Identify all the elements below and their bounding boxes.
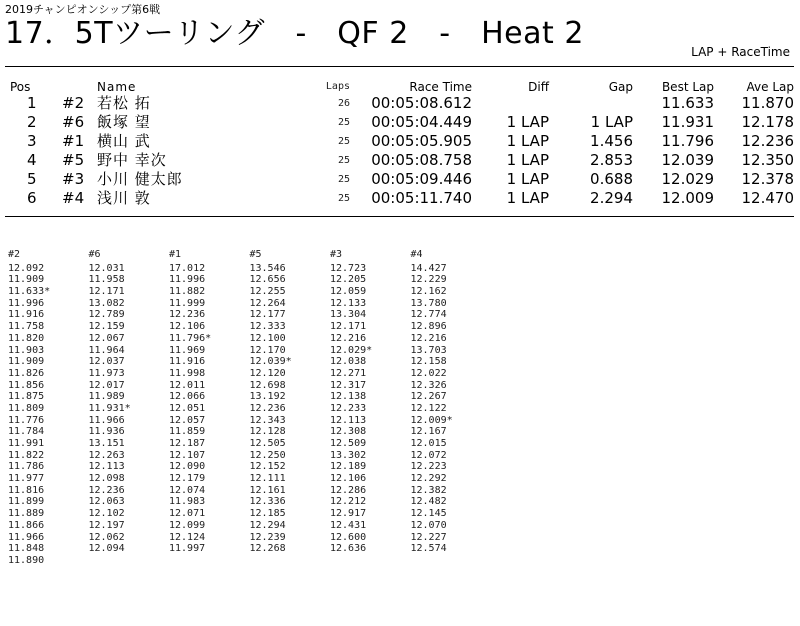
result-car-number: #1 <box>62 132 85 150</box>
lap-time: 12.698 <box>249 379 286 391</box>
result-diff: 1 LAP <box>506 151 549 169</box>
lap-time: 12.094 <box>88 543 125 555</box>
lap-time: 11.758 <box>8 321 45 333</box>
lap-time: 12.161 <box>249 484 286 496</box>
results-header-row <box>0 80 800 94</box>
lap-time: 12.317 <box>330 379 367 391</box>
report-subtitle: LAP + RaceTime <box>691 45 790 59</box>
lap-time: 11.996 <box>169 274 206 286</box>
lap-column-header: #3 <box>330 249 343 260</box>
lap-time: 11.899 <box>8 496 45 508</box>
result-car-number: #6 <box>62 113 85 131</box>
lap-time: 12.197 <box>88 519 125 531</box>
lap-time: 11.875 <box>8 391 45 403</box>
lap-time: 12.205 <box>330 274 367 286</box>
lap-column-header: #2 <box>8 249 21 260</box>
lap-time: 12.236 <box>249 402 286 414</box>
result-car-number: #2 <box>62 94 85 112</box>
lap-column-header: #6 <box>88 249 101 260</box>
lap-time: 12.111 <box>249 473 286 485</box>
col-gap-header: Gap <box>608 80 633 94</box>
lap-time: 12.057 <box>169 414 206 426</box>
lap-time: 12.099 <box>169 519 206 531</box>
result-race-time: 00:05:08.612 <box>371 94 472 112</box>
lap-time: 12.158 <box>410 356 447 368</box>
lap-time: 12.177 <box>249 309 286 321</box>
lap-column <box>169 249 249 555</box>
lap-time: 12.509 <box>330 438 367 449</box>
lap-time: 13.151 <box>88 438 125 449</box>
lap-time: 12.106 <box>330 473 367 485</box>
lap-time: 13.082 <box>88 297 125 309</box>
lap-time: 12.102 <box>88 508 125 520</box>
page-title: 17．5Tツーリング - QF 2 - Heat 2 <box>5 16 584 51</box>
result-ave-lap: 12.350 <box>741 151 794 169</box>
lap-time: 12.917 <box>330 508 367 520</box>
result-pos: 2 <box>27 113 37 131</box>
lap-time: 11.973 <box>88 367 125 379</box>
lap-time: 12.037 <box>88 356 125 368</box>
lap-time: 12.124 <box>169 531 206 543</box>
lap-time: 11.776 <box>8 414 45 426</box>
result-race-time: 00:05:04.449 <box>371 113 472 131</box>
lap-time: 12.074 <box>169 484 206 496</box>
result-best-lap: 12.009 <box>661 189 714 207</box>
lap-time: 12.011 <box>169 379 206 391</box>
lap-time: 12.107 <box>169 449 206 461</box>
lap-time: 12.106 <box>169 321 206 333</box>
table-row <box>0 94 800 113</box>
lap-time: 11.903 <box>8 344 45 356</box>
lap-time: 12.067 <box>88 332 125 344</box>
result-car-number: #4 <box>62 189 85 207</box>
result-ave-lap: 12.378 <box>741 170 794 188</box>
result-pos: 5 <box>27 170 37 188</box>
lap-time: 11.866 <box>8 519 45 531</box>
lap-time: 11.909 <box>8 356 45 368</box>
lap-time: 12.656 <box>249 274 286 286</box>
lap-time: 12.212 <box>330 496 367 508</box>
lap-time: 11.822 <box>8 449 45 461</box>
result-driver-name: 飯塚 望 <box>97 113 151 131</box>
lap-time: 12.066 <box>169 391 206 403</box>
result-best-lap: 12.039 <box>661 151 714 169</box>
result-pos: 1 <box>27 94 37 112</box>
result-gap: 1.456 <box>590 132 633 150</box>
result-laps: 25 <box>337 155 350 166</box>
lap-time: 11.977 <box>8 473 45 485</box>
lap-time: 12.233 <box>330 402 367 414</box>
result-ave-lap: 12.236 <box>741 132 794 150</box>
table-divider <box>5 216 794 217</box>
result-diff: 1 LAP <box>506 170 549 188</box>
col-diff-header: Diff <box>528 80 549 94</box>
lap-time: 13.703 <box>410 344 447 356</box>
lap-time: 12.128 <box>249 426 286 438</box>
lap-column <box>8 249 88 567</box>
col-ave-lap-header: Ave Lap <box>746 80 794 94</box>
lap-column <box>411 249 491 555</box>
lap-time: 11.784 <box>8 426 45 438</box>
lap-column-header: #1 <box>169 249 182 260</box>
result-race-time: 00:05:05.905 <box>371 132 472 150</box>
lap-time: 12.268 <box>249 543 286 555</box>
result-pos: 4 <box>27 151 37 169</box>
lap-time: 12.774 <box>410 309 447 321</box>
lap-time: 12.294 <box>249 519 286 531</box>
lap-time: 13.192 <box>249 391 286 403</box>
result-diff: 1 LAP <box>506 189 549 207</box>
lap-time: 12.286 <box>330 484 367 496</box>
series-name: 2019チャンピオンシップ第6戦 <box>5 3 161 16</box>
lap-time: 11.786 <box>8 461 45 473</box>
lap-time: 12.017 <box>88 379 125 391</box>
lap-time: 12.271 <box>330 367 367 379</box>
result-driver-name: 若松 拓 <box>97 94 151 112</box>
result-laps: 25 <box>337 174 350 185</box>
table-row <box>0 189 800 208</box>
lap-time: 11.916 <box>8 309 45 321</box>
result-pos: 3 <box>27 132 37 150</box>
lap-time: 12.239 <box>249 531 286 543</box>
lap-time: 12.171 <box>88 286 125 298</box>
lap-time: 12.723 <box>330 262 367 274</box>
result-driver-name: 小川 健太郎 <box>97 170 183 188</box>
lap-time: 11.966 <box>88 414 125 426</box>
lap-time: 12.071 <box>169 508 206 520</box>
lap-time: 12.216 <box>410 332 447 344</box>
lap-column <box>330 249 410 555</box>
result-gap: 1 LAP <box>590 113 633 131</box>
lap-time: 12.051 <box>169 402 206 414</box>
lap-time: 12.145 <box>410 508 447 520</box>
lap-time: 11.796* <box>169 332 212 344</box>
results-table <box>0 80 800 208</box>
result-best-lap: 11.796 <box>661 132 714 150</box>
lap-time: 12.092 <box>8 262 45 274</box>
lap-time: 12.482 <box>410 496 447 508</box>
lap-time: 11.916 <box>169 356 206 368</box>
table-row <box>0 170 800 189</box>
result-diff: 1 LAP <box>506 132 549 150</box>
lap-time: 12.031 <box>88 262 125 274</box>
lap-time: 12.187 <box>169 438 206 449</box>
lap-time: 12.098 <box>88 473 125 485</box>
lap-time: 12.113 <box>88 461 125 473</box>
lap-time: 12.382 <box>410 484 447 496</box>
lap-time: 12.185 <box>249 508 286 520</box>
lap-time: 12.189 <box>330 461 367 473</box>
result-gap: 0.688 <box>590 170 633 188</box>
lap-time: 12.122 <box>410 402 447 414</box>
lap-time: 11.989 <box>88 391 125 403</box>
lap-time: 12.171 <box>330 321 367 333</box>
lap-time: 12.167 <box>410 426 447 438</box>
lap-time: 12.039* <box>249 356 292 368</box>
lap-time: 12.292 <box>410 473 447 485</box>
lap-time: 11.991 <box>8 438 45 449</box>
lap-time: 12.216 <box>330 332 367 344</box>
lap-time: 12.636 <box>330 543 367 555</box>
table-row <box>0 132 800 151</box>
result-ave-lap: 11.870 <box>741 94 794 112</box>
lap-time: 12.063 <box>88 496 125 508</box>
col-best-lap-header: Best Lap <box>661 80 714 94</box>
result-best-lap: 11.633 <box>661 94 714 112</box>
lap-time: 12.326 <box>410 379 447 391</box>
header-divider <box>5 66 794 67</box>
lap-time: 12.138 <box>330 391 367 403</box>
lap-time: 13.780 <box>410 297 447 309</box>
result-diff: 1 LAP <box>506 113 549 131</box>
lap-time: 12.574 <box>410 543 447 555</box>
lap-time: 11.966 <box>8 531 45 543</box>
lap-time: 11.969 <box>169 344 206 356</box>
lap-time: 11.856 <box>8 379 45 391</box>
lap-time: 12.343 <box>249 414 286 426</box>
result-car-number: #3 <box>62 170 85 188</box>
result-race-time: 00:05:08.758 <box>371 151 472 169</box>
result-driver-name: 横山 武 <box>97 132 151 150</box>
result-car-number: #5 <box>62 151 85 169</box>
lap-column <box>89 249 169 555</box>
table-row <box>0 151 800 170</box>
lap-time: 11.890 <box>8 554 45 566</box>
table-row <box>0 113 800 132</box>
lap-time: 12.009* <box>410 414 453 426</box>
lap-time: 12.236 <box>88 484 125 496</box>
lap-time: 12.152 <box>249 461 286 473</box>
result-ave-lap: 12.470 <box>741 189 794 207</box>
lap-time: 12.133 <box>330 297 367 309</box>
lap-time: 11.997 <box>169 543 206 555</box>
result-best-lap: 12.029 <box>661 170 714 188</box>
col-race-time-header: Race Time <box>409 80 472 94</box>
lap-time: 12.179 <box>169 473 206 485</box>
lap-column <box>250 249 330 555</box>
lap-time: 12.223 <box>410 461 447 473</box>
lap-time: 12.029* <box>330 344 373 356</box>
lap-time: 11.931* <box>88 402 131 414</box>
lap-time: 12.113 <box>330 414 367 426</box>
lap-time: 12.062 <box>88 531 125 543</box>
result-laps: 25 <box>337 136 350 147</box>
result-driver-name: 浅川 敦 <box>97 189 151 207</box>
lap-time: 13.546 <box>249 262 286 274</box>
lap-time: 12.022 <box>410 367 447 379</box>
lap-time: 12.229 <box>410 274 447 286</box>
lap-time: 12.090 <box>169 461 206 473</box>
lap-time: 11.826 <box>8 367 45 379</box>
lap-time: 14.427 <box>410 262 447 274</box>
col-pos-header: Pos <box>10 80 31 94</box>
lap-time: 11.889 <box>8 508 45 520</box>
lap-time: 12.789 <box>88 309 125 321</box>
result-driver-name: 野中 幸次 <box>97 151 167 169</box>
lap-time: 11.816 <box>8 484 45 496</box>
lap-time: 11.936 <box>88 426 125 438</box>
lap-column-header: #4 <box>410 249 423 260</box>
result-best-lap: 11.931 <box>661 113 714 131</box>
result-laps: 26 <box>337 98 350 109</box>
lap-time: 12.159 <box>88 321 125 333</box>
result-laps: 25 <box>337 117 350 128</box>
lap-time: 17.012 <box>169 262 206 274</box>
lap-time: 11.909 <box>8 274 45 286</box>
lap-time: 12.070 <box>410 519 447 531</box>
lap-time: 12.250 <box>249 449 286 461</box>
lap-time: 12.333 <box>249 321 286 333</box>
lap-time: 12.227 <box>410 531 447 543</box>
lap-time: 11.820 <box>8 332 45 344</box>
lap-time: 11.983 <box>169 496 206 508</box>
lap-time: 11.964 <box>88 344 125 356</box>
lap-time: 11.633* <box>8 286 51 298</box>
lap-time: 12.336 <box>249 496 286 508</box>
lap-time: 12.072 <box>410 449 447 461</box>
lap-time: 12.308 <box>330 426 367 438</box>
lap-time: 11.848 <box>8 543 45 555</box>
lap-time: 12.267 <box>410 391 447 403</box>
lap-time: 12.120 <box>249 367 286 379</box>
lap-time: 12.264 <box>249 297 286 309</box>
result-gap: 2.853 <box>590 151 633 169</box>
lap-time: 12.431 <box>330 519 367 531</box>
lap-time: 12.896 <box>410 321 447 333</box>
col-name-header: Name <box>97 80 137 94</box>
result-race-time: 00:05:09.446 <box>371 170 472 188</box>
lap-time: 11.882 <box>169 286 206 298</box>
result-race-time: 00:05:11.740 <box>371 189 472 207</box>
lap-time: 13.304 <box>330 309 367 321</box>
lap-time: 11.809 <box>8 402 45 414</box>
lap-time: 12.100 <box>249 332 286 344</box>
lap-column-header: #5 <box>249 249 262 260</box>
lap-time: 12.059 <box>330 286 367 298</box>
lap-time: 12.162 <box>410 286 447 298</box>
lap-time: 12.038 <box>330 356 367 368</box>
lap-time: 12.263 <box>88 449 125 461</box>
lap-time: 11.859 <box>169 426 206 438</box>
lap-time: 11.999 <box>169 297 206 309</box>
result-gap: 2.294 <box>590 189 633 207</box>
result-ave-lap: 12.178 <box>741 113 794 131</box>
lap-time: 11.958 <box>88 274 125 286</box>
lap-time: 12.505 <box>249 438 286 449</box>
col-laps-header: Laps <box>325 81 350 92</box>
lap-time: 12.255 <box>249 286 286 298</box>
lap-time: 12.015 <box>410 438 447 449</box>
lap-time: 12.170 <box>249 344 286 356</box>
lap-time: 11.998 <box>169 367 206 379</box>
lap-time: 12.236 <box>169 309 206 321</box>
lap-time: 13.302 <box>330 449 367 461</box>
result-pos: 6 <box>27 189 37 207</box>
lap-time: 12.600 <box>330 531 367 543</box>
result-laps: 25 <box>337 193 350 204</box>
lap-time: 11.996 <box>8 297 45 309</box>
